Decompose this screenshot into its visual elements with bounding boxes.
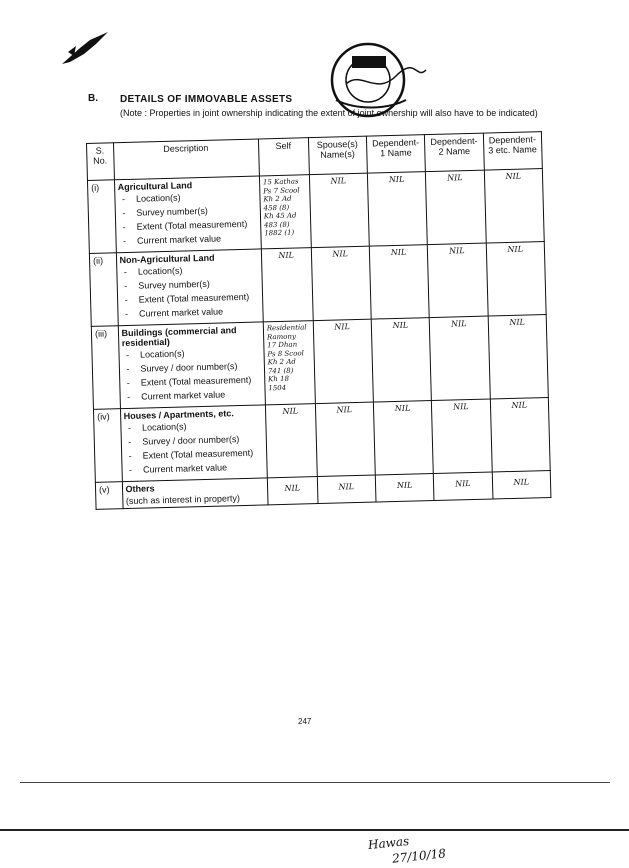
cell-self: NIL [265, 404, 317, 478]
section-title: DETAILS OF IMMOVABLE ASSETS [120, 94, 293, 105]
table-row [89, 242, 546, 327]
cell-self: NIL [267, 477, 317, 505]
row-sno: (iv) [93, 409, 121, 483]
cell-dependent-2: NIL [426, 170, 486, 245]
row-sno: (i) [87, 180, 115, 254]
cell-dependent-1: NIL [373, 401, 433, 476]
row-description [118, 322, 265, 409]
list-item: - Current market value [127, 388, 262, 403]
header-description: Description [113, 139, 259, 180]
list-item: - Location(s) [122, 191, 257, 206]
section-note: (Note : Properties in joint ownership indicating the extent of joint ownership will also have to be indicated) [120, 108, 538, 118]
header-dependent-2: Dependent-2 Name [425, 133, 484, 172]
cell-spouse: NIL [315, 402, 375, 477]
list-item: - Survey / door number(s) [126, 361, 261, 376]
cell-dependent-1: NIL [371, 318, 431, 402]
signature-date: 27/10/18 [391, 846, 447, 866]
page-number: 247 [298, 717, 312, 726]
row-description [120, 405, 267, 482]
list-item: - Survey / door number(s) [128, 433, 263, 448]
list-item: - Extent (Total measurement) [127, 374, 262, 389]
cell-spouse: NIL [317, 475, 376, 504]
cell-dependent-3: NIL [490, 397, 550, 472]
row-category: Agricultural Land [117, 180, 193, 193]
cell-dependent-3: NIL [484, 169, 544, 244]
cell-spouse: NIL [311, 246, 371, 321]
cell-dependent-3: NIL [486, 242, 546, 317]
cell-spouse: NIL [313, 319, 373, 403]
row-subtitle: (such as interest in property) [125, 493, 241, 507]
row-item-list [124, 419, 264, 476]
cell-self: NIL [261, 248, 313, 322]
row-sno: (iii) [91, 326, 120, 410]
divider [20, 782, 610, 783]
list-item: - Current market value [123, 233, 258, 248]
table-row [87, 169, 544, 254]
list-item: - Survey number(s) [124, 278, 259, 293]
list-item: - Location(s) [128, 419, 263, 434]
table-row [93, 397, 550, 482]
table-row [91, 315, 548, 410]
cell-dependent-3: NIL [492, 470, 551, 499]
official-seal-icon [306, 40, 436, 118]
row-category: Buildings (commercial and residential) [121, 325, 237, 349]
list-item: - Survey number(s) [122, 205, 257, 220]
row-category: Non-Agricultural Land [119, 252, 215, 266]
cell-dependent-2: NIL [428, 243, 488, 318]
list-item: - Extent (Total measurement) [129, 447, 264, 462]
section-label: B. [88, 93, 98, 104]
header-dependent-1: Dependent-1 Name [366, 135, 425, 174]
list-item: - Current market value [129, 461, 264, 476]
handwritten-signature: Hawas [367, 833, 410, 853]
cell-dependent-2: NIL [432, 399, 492, 474]
header-self: Self [258, 138, 309, 176]
cell-dependent-2: NIL [429, 316, 489, 400]
row-category: Houses / Apartments, etc. [123, 408, 234, 422]
row-category: Others [125, 483, 155, 495]
cell-dependent-1: NIL [375, 474, 434, 503]
header-spouse: Spouse(s) Name(s) [308, 136, 367, 175]
cell-dependent-2: NIL [434, 472, 493, 501]
immovable-assets-table [86, 131, 551, 510]
row-description [116, 249, 263, 326]
row-description [114, 176, 261, 253]
cell-self: Residential Ramony 17 Dhan Ps 8 Scool Kh 2 Ad 741 (8) Kh 18 1504 [263, 321, 315, 405]
list-item: - Location(s) [124, 264, 259, 279]
row-item-list [118, 191, 258, 248]
scan-edge-divider [0, 829, 629, 831]
cell-self: 15 Kathas Ps 7 Scool Kh 2 Ad 458 (8) Kh 45 Ad 483 (8) 1882 (1) [259, 175, 311, 249]
cell-dependent-3: NIL [488, 315, 549, 400]
list-item: - Extent (Total measurement) [125, 292, 260, 307]
list-item: - Current market value [125, 306, 260, 321]
row-description [122, 478, 268, 509]
row-sno: (ii) [89, 253, 117, 327]
row-item-list [122, 347, 262, 404]
list-item: - Location(s) [126, 347, 261, 362]
row-sno: (v) [95, 482, 122, 510]
cell-dependent-1: NIL [369, 245, 429, 320]
corner-mark-icon [60, 30, 110, 70]
header-dependent-3: Dependent-3 etc. Name [483, 132, 542, 171]
header-sno: S. No. [87, 143, 114, 181]
cell-spouse: NIL [309, 173, 369, 248]
cell-dependent-1: NIL [367, 172, 427, 247]
list-item: - Extent (Total measurement) [123, 219, 258, 234]
row-item-list [120, 264, 260, 321]
